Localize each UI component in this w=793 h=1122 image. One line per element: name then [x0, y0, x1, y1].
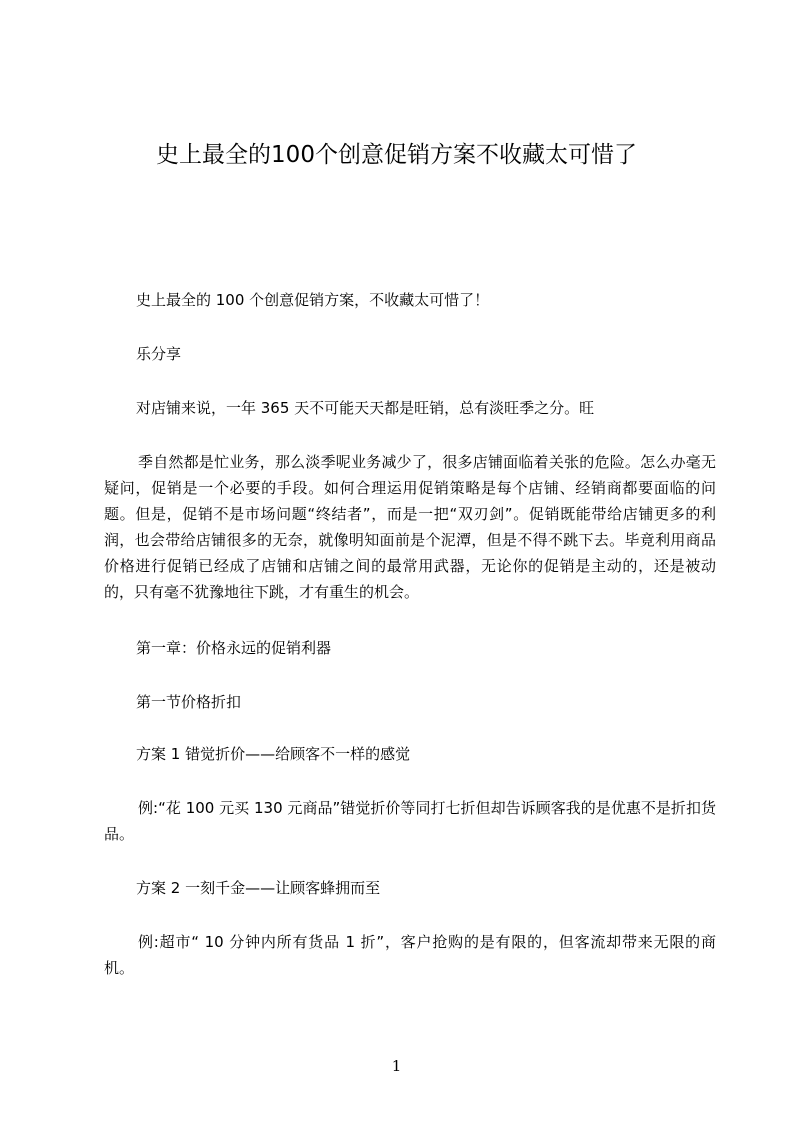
page-number: 1 — [391, 1057, 402, 1075]
section-heading: 第一节价格折扣 — [136, 693, 242, 711]
plan-2-example: 例:超市“ 10 分钟内所有货品 1 折”，客户抢购的是有限的，但客流却带来无限的商机。 — [104, 933, 716, 977]
plan-1-example: 例:“花 100 元买 130 元商品”错觉折价等同打七折但却告诉顾客我的是优惠不是折扣货品。 — [104, 799, 716, 843]
share-line: 乐分享 — [136, 345, 182, 363]
plan-2-heading: 方案 2 一刻千金——让顾客蜂拥而至 — [136, 879, 381, 897]
plan-1-heading: 方案 1 错觉折价——给顾客不一样的感觉 — [136, 745, 411, 763]
subtitle-line: 史上最全的 100 个创意促销方案，不收藏太可惜了！ — [136, 291, 490, 309]
document-title: 史上最全的100个创意促销方案不收藏太可惜了 — [156, 142, 637, 168]
intro-paragraph: 季自然都是忙业务，那么淡季呢业务减少了，很多店铺面临着关张的危险。怎么办毫无疑问，促销是一个必要的手段。如何合理运用促销策略是每个店铺、经销商都要面临的问题。但是，促销不是市场问题“终结者”，而是一把“双刃剑”。促销既能带给店铺更多的利润，也会带给店铺很多的无奈，就像明知面前是个泥潭，但是不得不跳下去。毕竟利用商品价格进行促销已经成了店铺和店铺之间的最常用武器，无论你的促销是主动的，还是被动的，只有毫不犹豫地往下跳，才有重生的机会。 — [104, 453, 716, 601]
chapter-heading: 第一章：价格永远的促销利器 — [136, 639, 332, 657]
intro-first-line: 对店铺来说，一年 365 天不可能天天都是旺销，总有淡旺季之分。旺 — [136, 399, 595, 417]
